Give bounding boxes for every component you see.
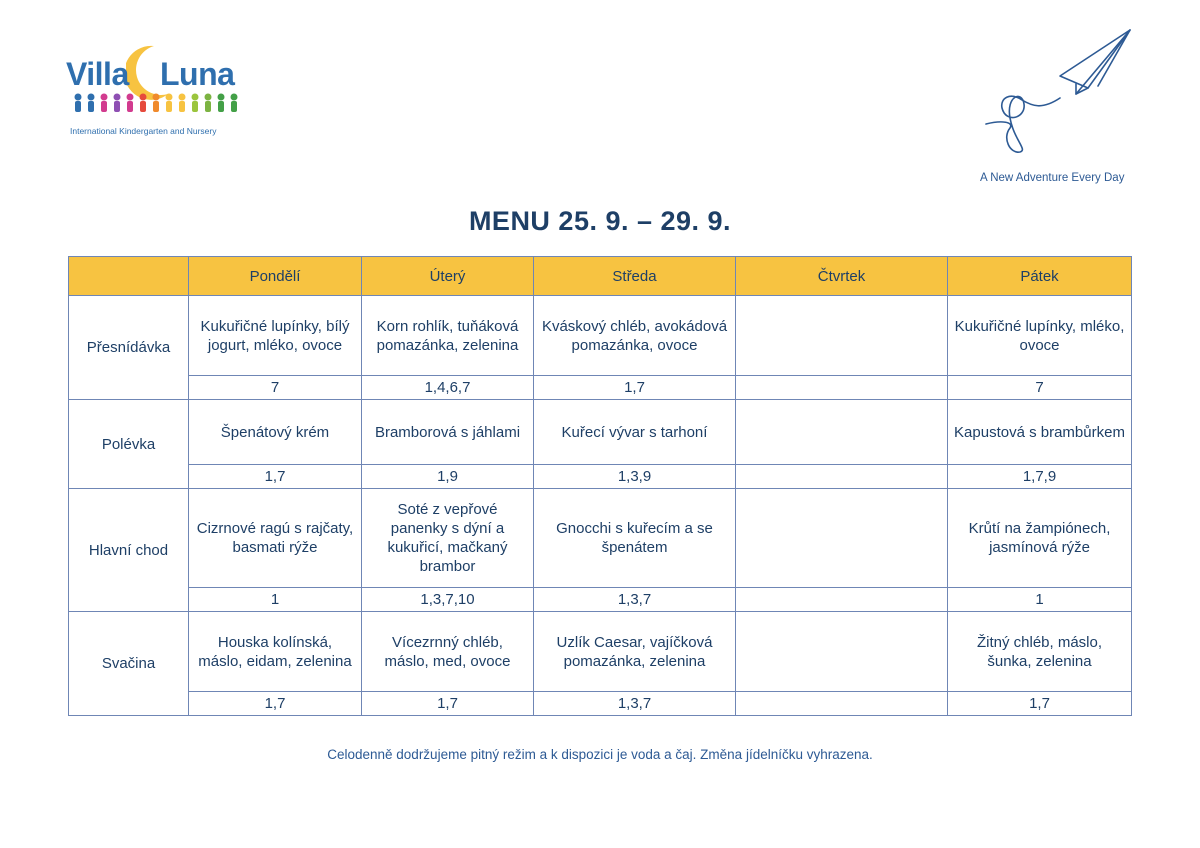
menu-table bbox=[68, 256, 1132, 716]
allergen-cell: 1,7 bbox=[362, 692, 534, 716]
allergen-cell: 1,9 bbox=[362, 465, 534, 489]
footer-note: Celodenně dodržujeme pitný režim a k dispozici je voda a čaj. Změna jídelníčku vyhrazena. bbox=[327, 747, 873, 762]
dish-cell: Korn rohlík, tuňáková pomazánka, zelenina bbox=[362, 296, 534, 376]
children-row-icon bbox=[72, 92, 242, 118]
allergen-cell bbox=[736, 692, 948, 716]
menu-title: MENU 25. 9. – 29. 9. bbox=[468, 206, 732, 236]
day-header-friday: Pátek bbox=[948, 257, 1132, 296]
dish-cell: Kukuřičné lupínky, bílý jogurt, mléko, ovoce bbox=[189, 296, 362, 376]
dish-row bbox=[69, 612, 1132, 692]
dish-row bbox=[69, 489, 1132, 588]
dish-cell: Bramborová s jáhlami bbox=[362, 400, 534, 465]
dish-cell: Kváskový chléb, avokádová pomazánka, ovoce bbox=[534, 296, 736, 376]
day-header-wednesday: Středa bbox=[534, 257, 736, 296]
logo-word-luna: Luna bbox=[160, 56, 235, 92]
dish-cell: Vícezrnný chléb, máslo, med, ovoce bbox=[362, 612, 534, 692]
allergen-cell: 1,7 bbox=[189, 465, 362, 489]
dish-cell: Žitný chléb, máslo, šunka, zelenina bbox=[948, 612, 1132, 692]
dish-cell: Cizrnové ragú s rajčaty, basmati rýže bbox=[189, 489, 362, 588]
logo-subtitle: International Kindergarten and Nursery bbox=[70, 126, 217, 136]
allergen-row bbox=[69, 692, 1132, 716]
allergen-cell: 7 bbox=[189, 376, 362, 400]
allergen-cell: 1,3,9 bbox=[534, 465, 736, 489]
allergen-cell: 1,3,7 bbox=[534, 588, 736, 612]
allergen-cell: 1 bbox=[948, 588, 1132, 612]
dish-cell: Špenátový krém bbox=[189, 400, 362, 465]
allergen-cell: 7 bbox=[948, 376, 1132, 400]
meal-label: Hlavní chod bbox=[69, 489, 189, 612]
day-header-row bbox=[69, 257, 1132, 296]
dish-cell bbox=[736, 612, 948, 692]
dish-cell: Kukuřičné lupínky, mléko, ovoce bbox=[948, 296, 1132, 376]
allergen-row bbox=[69, 588, 1132, 612]
villa-luna-logo bbox=[66, 44, 246, 138]
dish-cell bbox=[736, 296, 948, 376]
allergen-cell bbox=[736, 376, 948, 400]
allergen-cell bbox=[736, 588, 948, 612]
meal-label: Přesnídávka bbox=[69, 296, 189, 400]
dish-cell: Krůtí na žampiónech, jasmínová rýže bbox=[948, 489, 1132, 588]
dish-cell: Houska kolínská, máslo, eidam, zelenina bbox=[189, 612, 362, 692]
dish-cell: Gnocchi s kuřecím a se špenátem bbox=[534, 489, 736, 588]
day-header-monday: Pondělí bbox=[189, 257, 362, 296]
dish-cell: Soté z vepřové panenky s dýní a kukuřicí, mačkaný brambor bbox=[362, 489, 534, 588]
day-header-thursday: Čtvrtek bbox=[736, 257, 948, 296]
corner-cell bbox=[69, 257, 189, 296]
allergen-cell: 1,7 bbox=[534, 376, 736, 400]
allergen-cell: 1,7,9 bbox=[948, 465, 1132, 489]
dish-cell bbox=[736, 489, 948, 588]
allergen-cell: 1,4,6,7 bbox=[362, 376, 534, 400]
meal-label: Polévka bbox=[69, 400, 189, 489]
day-header-tuesday: Úterý bbox=[362, 257, 534, 296]
allergen-row bbox=[69, 465, 1132, 489]
dish-cell: Kuřecí vývar s tarhoní bbox=[534, 400, 736, 465]
allergen-cell: 1,7 bbox=[189, 692, 362, 716]
dish-row bbox=[69, 400, 1132, 465]
allergen-cell: 1 bbox=[189, 588, 362, 612]
dish-cell bbox=[736, 400, 948, 465]
allergen-cell: 1,3,7 bbox=[534, 692, 736, 716]
allergen-row bbox=[69, 376, 1132, 400]
paper-plane-icon bbox=[980, 28, 1140, 163]
allergen-cell bbox=[736, 465, 948, 489]
tagline: A New Adventure Every Day bbox=[980, 172, 1125, 184]
dish-row bbox=[69, 296, 1132, 376]
dish-cell: Kapustová s brambůrkem bbox=[948, 400, 1132, 465]
dish-cell: Uzlík Caesar, vajíčková pomazánka, zelenina bbox=[534, 612, 736, 692]
allergen-cell: 1,3,7,10 bbox=[362, 588, 534, 612]
meal-label: Svačina bbox=[69, 612, 189, 716]
allergen-cell: 1,7 bbox=[948, 692, 1132, 716]
logo-word-villa: Villa bbox=[66, 56, 129, 92]
